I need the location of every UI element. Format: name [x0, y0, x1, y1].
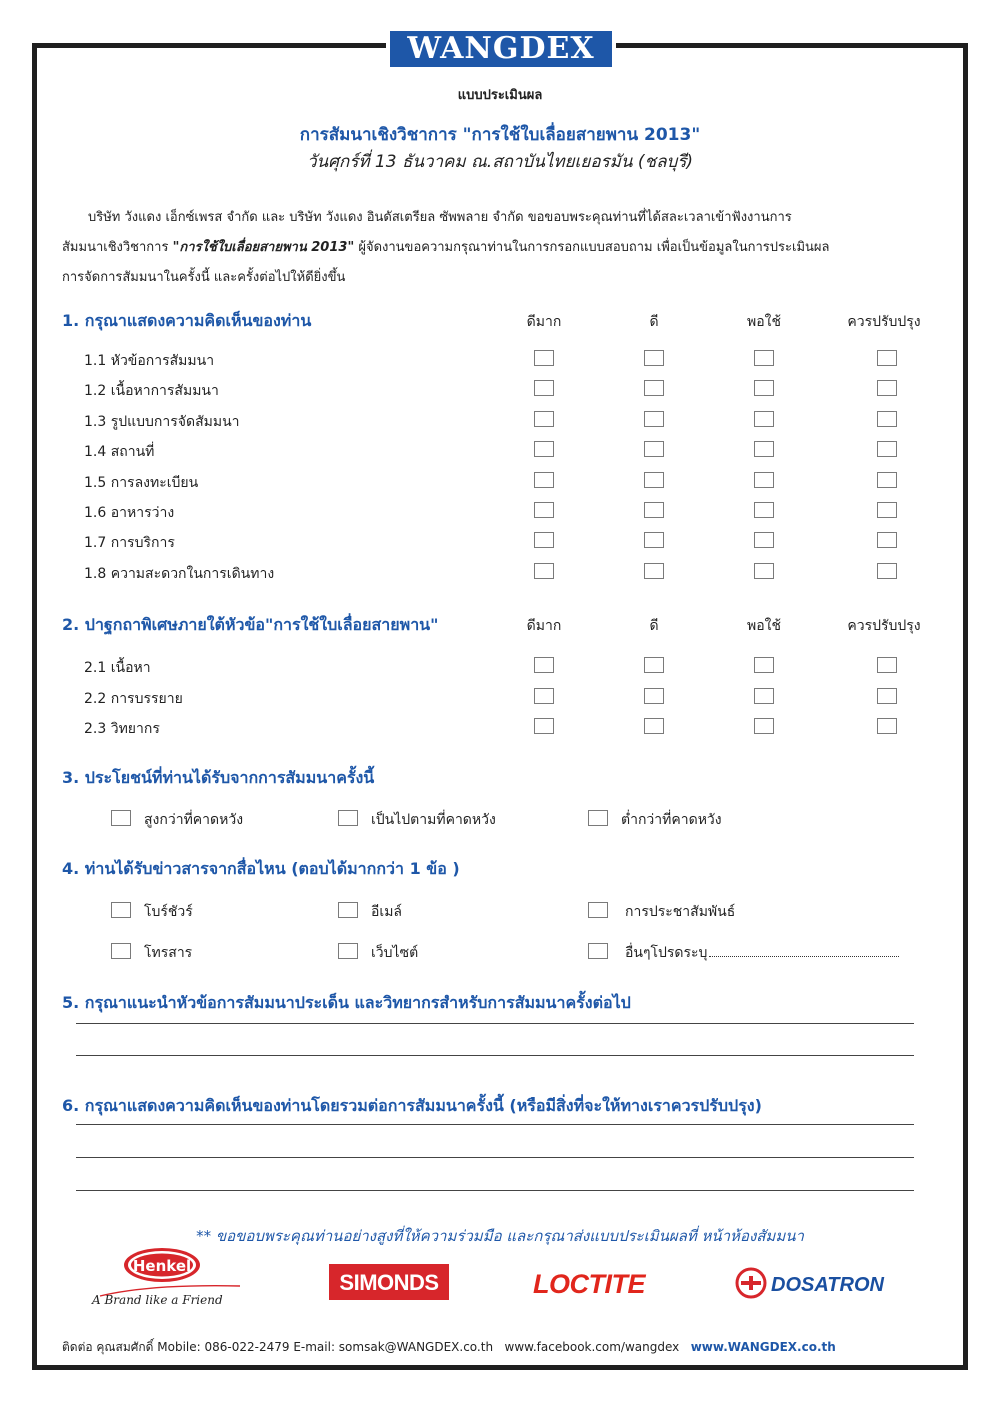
section1-rating-good-checkbox[interactable] [644, 502, 664, 518]
section1-rating-improve-checkbox[interactable] [877, 472, 897, 488]
henkel-logo-graphic [90, 1246, 250, 1312]
section1-rating-fair-checkbox[interactable] [754, 472, 774, 488]
rating-header-good: ดี [649, 314, 659, 330]
source-fax-checkbox[interactable] [111, 943, 131, 959]
dosatron-logo [735, 1266, 915, 1300]
source-fax-label: โทรสาร [144, 945, 193, 961]
section2-rating-fair-checkbox[interactable] [754, 718, 774, 734]
benefit-lower-checkbox[interactable] [588, 810, 608, 826]
section1-rating-fair-checkbox[interactable] [754, 532, 774, 548]
section2-rating-improve-checkbox[interactable] [877, 657, 897, 673]
source-brochure-checkbox[interactable] [111, 902, 131, 918]
section2-rating-fair-checkbox[interactable] [754, 657, 774, 673]
section1-rating-improve-checkbox[interactable] [877, 563, 897, 579]
section1-rating-improve-checkbox[interactable] [877, 441, 897, 457]
facebook-link[interactable]: www.facebook.com/wangdex [504, 1340, 680, 1354]
source-brochure-label: โบร์ชัวร์ [144, 904, 193, 920]
source-other-checkbox[interactable] [588, 943, 608, 959]
footer-contact [62, 1338, 836, 1357]
seminar-date: วันศุกร์ที่ 13 ธันวาคม ณ.สถาบันไทยเยอรมัน (ชลบุรี) [306, 152, 694, 172]
comment-line-3[interactable] [76, 1190, 914, 1191]
section-5-title: 5. กรุณาแนะนำหัวข้อการสัมมนาประเด็น และวิทยากรสำหรับการสัมมนาครั้งต่อไป [62, 993, 631, 1012]
section2-rating-improve-checkbox[interactable] [877, 688, 897, 704]
dosatron-logo-graphic [735, 1266, 915, 1300]
section1-rating-improve-checkbox[interactable] [877, 532, 897, 548]
source-pr-label: การประชาสัมพันธ์ [625, 904, 736, 920]
section1-item-label: 1.4 สถานที่ [84, 444, 155, 461]
section1-rating-fair-checkbox[interactable] [754, 563, 774, 579]
logo-container [386, 27, 616, 71]
source-website-checkbox[interactable] [338, 943, 358, 959]
section1-rating-excellent-checkbox[interactable] [534, 532, 554, 548]
section1-rating-fair-checkbox[interactable] [754, 380, 774, 396]
section1-item-label: 1.5 การลงทะเบียน [84, 474, 199, 491]
rating-header-improve: ควรปรับปรุง [847, 618, 921, 634]
section1-rating-excellent-checkbox[interactable] [534, 563, 554, 579]
loctite-logo-graphic [531, 1265, 656, 1299]
section1-rating-good-checkbox[interactable] [644, 563, 664, 579]
section2-rating-good-checkbox[interactable] [644, 688, 664, 704]
benefit-expected-checkbox[interactable] [338, 810, 358, 826]
rating-header-fair: พอใช้ [747, 618, 781, 634]
section2-item-label: 2.1 เนื้อหา [84, 660, 151, 676]
section1-rating-fair-checkbox[interactable] [754, 411, 774, 427]
source-website-label: เว็บไซต์ [371, 945, 419, 961]
section-6-title: 6. กรุณาแสดงความคิดเห็นของท่านโดยรวมต่อการสัมมนาครั้งนี้ (หรือมีสิ่งที่จะให้ทางเราควรปรับปรุง) [62, 1096, 762, 1115]
intro-line-2-emphasis: "การใช้ใบเลื่อยสายพาน 2013" [172, 240, 355, 255]
contact-info: ติดต่อ คุณสมศักดิ์ Mobile: 086-022-2479 E-mail: somsak@WANGDEX.co.th [62, 1340, 494, 1354]
simonds-logo-graphic [329, 1264, 449, 1300]
comment-line-1[interactable] [76, 1124, 914, 1125]
section2-item-label: 2.3 วิทยากร [84, 721, 160, 737]
intro-line-2-post: ผู้จัดงานขอความกรุณาท่านในการกรอกแบบสอบถาม เพื่อเป็นข้อมูลในการประเมินผล [354, 240, 830, 255]
simonds-logo [329, 1264, 449, 1300]
section1-rating-excellent-checkbox[interactable] [534, 350, 554, 366]
benefit-expected-label: เป็นไปตามที่คาดหวัง [371, 812, 496, 828]
comment-line-2[interactable] [76, 1157, 914, 1158]
rating-header-fair: พอใช้ [747, 314, 781, 330]
section1-rating-improve-checkbox[interactable] [877, 502, 897, 518]
thank-you-note: ** ขอขอบพระคุณท่านอย่างสูงที่ให้ความร่วมมือ และกรุณาส่งแบบประเมินผลที่ หน้าห้องสัมมนา [196, 1227, 804, 1245]
intro-line-2-pre: สัมมนาเชิงวิชาการ [62, 240, 173, 255]
section1-rating-improve-checkbox[interactable] [877, 350, 897, 366]
suggestion-line-1[interactable] [76, 1023, 914, 1024]
section2-rating-good-checkbox[interactable] [644, 718, 664, 734]
source-other-dotted-line [709, 956, 899, 957]
section1-rating-good-checkbox[interactable] [644, 441, 664, 457]
section1-item-label: 1.3 รูปแบบการจัดสัมมนา [84, 413, 240, 430]
intro-paragraph [62, 203, 932, 293]
section1-rating-improve-checkbox[interactable] [877, 380, 897, 396]
section1-rating-excellent-checkbox[interactable] [534, 380, 554, 396]
section-2-title: 2. ปาฐกถาพิเศษภายใต้หัวข้อ"การใช้ใบเลื่อยสายพาน" [62, 615, 439, 634]
section-4-title: 4. ท่านได้รับข่าวสารจากสื่อไหน (ตอบได้มากกว่า 1 ข้อ ) [62, 859, 460, 878]
section1-rating-fair-checkbox[interactable] [754, 502, 774, 518]
seminar-title: การสัมนาเชิงวิชาการ "การใช้ใบเลื่อยสายพาน 2013" [299, 125, 701, 145]
henkel-tagline: A Brand like a Friend [92, 1293, 223, 1307]
henkel-logo [90, 1246, 250, 1312]
source-email-label: อีเมล์ [371, 904, 403, 920]
section1-item-label: 1.2 เนื้อหาการสัมมนา [84, 383, 219, 400]
section2-item-label: 2.2 การบรรยาย [84, 690, 183, 707]
section1-item-label: 1.1 หัวข้อการสัมมนา [84, 353, 215, 369]
intro-line-3: การจัดการสัมมนาในครั้งนี้ และครั้งต่อไปให้ดียิ่งขึ้น [62, 270, 346, 285]
rating-header-improve: ควรปรับปรุง [847, 314, 921, 330]
form-subtitle: แบบประเมินผล [457, 88, 543, 103]
source-pr-checkbox[interactable] [588, 902, 608, 918]
rating-header-excellent: ดีมาก [526, 314, 562, 330]
section2-rating-improve-checkbox[interactable] [877, 718, 897, 734]
benefit-lower-label: ต่ำกว่าที่คาดหวัง [621, 812, 722, 828]
henkel-wordmark: Henkel [132, 1257, 192, 1275]
rating-header-good: ดี [649, 618, 659, 634]
section1-rating-excellent-checkbox[interactable] [534, 502, 554, 518]
intro-line-2 [62, 233, 932, 263]
section1-rating-excellent-checkbox[interactable] [534, 472, 554, 488]
benefit-higher-checkbox[interactable] [111, 810, 131, 826]
section2-rating-fair-checkbox[interactable] [754, 688, 774, 704]
section1-rating-fair-checkbox[interactable] [754, 350, 774, 366]
suggestion-line-2[interactable] [76, 1055, 914, 1056]
section1-item-label: 1.7 การบริการ [84, 535, 175, 552]
section-3-title: 3. ประโยชน์ที่ท่านได้รับจากการสัมมนาครั้งนี้ [62, 768, 375, 787]
section2-rating-excellent-checkbox[interactable] [534, 688, 554, 704]
rating-header-excellent: ดีมาก [526, 618, 562, 634]
section1-rating-good-checkbox[interactable] [644, 350, 664, 366]
intro-line-1: บริษัท วังแดง เอ็กซ์เพรส จำกัด และ บริษัท วังแดง อินดัสเตรียล ซัพพลาย จำกัด ขอขอบพระคุณท่านที่ได้สละเวลาเข้าฟังงานการ [88, 210, 792, 225]
section1-rating-improve-checkbox[interactable] [877, 411, 897, 427]
section1-rating-good-checkbox[interactable] [644, 411, 664, 427]
simonds-wordmark: SIMONDS [339, 1270, 439, 1295]
source-other-field[interactable] [625, 942, 899, 964]
website-link[interactable]: www.WANGDEX.co.th [690, 1340, 836, 1354]
dosatron-wordmark: DOSATRON [771, 1274, 884, 1296]
section-1-title: 1. กรุณาแสดงความคิดเห็นของท่าน [62, 311, 312, 330]
section1-item-label: 1.8 ความสะดวกในการเดินทาง [84, 565, 275, 582]
section1-rating-fair-checkbox[interactable] [754, 441, 774, 457]
benefit-higher-label: สูงกว่าที่คาดหวัง [144, 812, 244, 828]
section2-rating-good-checkbox[interactable] [644, 657, 664, 673]
section1-rating-excellent-checkbox[interactable] [534, 411, 554, 427]
section1-rating-good-checkbox[interactable] [644, 380, 664, 396]
section1-item-label: 1.6 อาหารว่าง [84, 505, 175, 521]
section2-rating-excellent-checkbox[interactable] [534, 718, 554, 734]
section1-rating-good-checkbox[interactable] [644, 532, 664, 548]
wangdex-logo: WANGDEX [390, 31, 612, 67]
section2-rating-excellent-checkbox[interactable] [534, 657, 554, 673]
source-other-label: อื่นๆโปรดระบุ [625, 945, 708, 961]
section1-rating-excellent-checkbox[interactable] [534, 441, 554, 457]
source-email-checkbox[interactable] [338, 902, 358, 918]
loctite-logo [531, 1265, 656, 1299]
loctite-wordmark: LOCTITE [533, 1269, 645, 1299]
section1-rating-good-checkbox[interactable] [644, 472, 664, 488]
